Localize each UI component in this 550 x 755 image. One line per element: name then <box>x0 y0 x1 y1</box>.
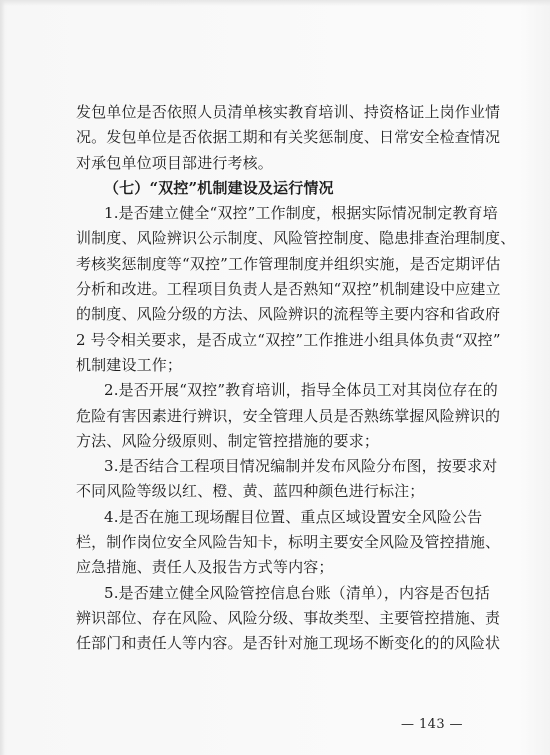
paragraph-line: 3.是否结合工程项目情况编制并发布风险分布图，按要求对 <box>104 457 498 476</box>
paragraph-line: 辨识部位、存在风险、风险分级、事故类型、主要管控措施、责 <box>76 608 501 627</box>
paragraph-line: 训制度、风险辨识公示制度、风险管控制度、隐患排查治理制度、 <box>76 229 516 248</box>
paragraph-line: 任部门和责任人等内容。是否针对施工现场不断变化的的风险状 <box>76 634 501 653</box>
page-number: — 143 — <box>401 717 463 732</box>
paragraph-line: 应急措施、责任人及报告方式等内容； <box>76 558 334 577</box>
page-shadow-top <box>0 0 550 6</box>
section-heading: （七）“双控”机制建设及运行情况 <box>104 178 334 197</box>
paragraph-line: 2 号令相关要求，是否成立“双控”工作推进小组具体负责“双控” <box>76 330 501 349</box>
paragraph-line: 2.是否开展“双控”教育培训，指导全体员工对其岗位存在的 <box>104 381 498 400</box>
paragraph-line: 的制度、风险分级的方法、风险辨识的流程等主要内容和省政府 <box>76 305 501 324</box>
paragraph-line: 发包单位是否依照人员清单核实教育培训、持资格证上岗作业情 <box>76 103 501 121</box>
paragraph-line: 机制建设工作； <box>76 355 183 374</box>
page-shadow-left <box>0 0 5 755</box>
paragraph-line: 1.是否建立健全“双控”工作制度，根据实际情况制定教育培 <box>104 204 498 223</box>
paragraph-line: 不同风险等级以红、橙、黄、蓝四种颜色进行标注； <box>76 482 425 501</box>
paragraph-line: 方法、风险分级原则、制定管控措施的要求； <box>76 431 380 450</box>
paragraph-line: 况。发包单位是否依据工期和有关奖惩制度、日常安全检查情况 <box>76 128 501 147</box>
paragraph-line: 5.是否建立健全风险管控信息台账（清单），内容是否包括 <box>104 583 490 602</box>
paragraph-line: 对承包单位项目部进行考核。 <box>76 153 273 172</box>
paragraph-line: 分析和改进。工程项目负责人是否熟知“双控”机制建设中应建立 <box>76 280 501 299</box>
paragraph-line: 危险有害因素进行辨识，安全管理人员是否熟练掌握风险辨识的 <box>76 406 501 425</box>
paragraph-line: 考核奖惩制度等“双控”工作管理制度并组织实施，是否定期评估 <box>76 254 501 273</box>
document-body <box>76 100 516 657</box>
paragraph-line: 栏，制作岗位安全风险告知卡，标明主要安全风险及管控措施、 <box>76 533 501 552</box>
paragraph-line: 4.是否在施工现场醒目位置、重点区域设置安全风险公告 <box>104 507 483 526</box>
